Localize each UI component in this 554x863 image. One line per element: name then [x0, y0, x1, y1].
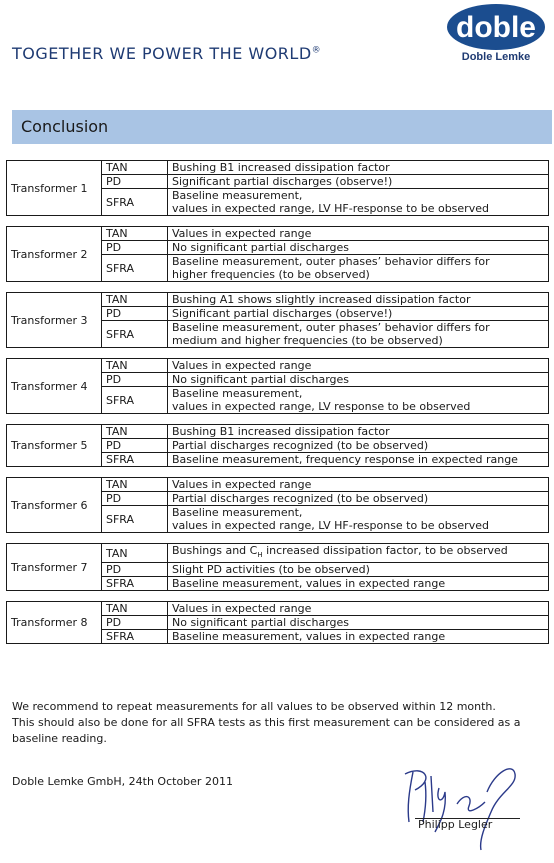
- recommendation-line: baseline reading.: [12, 732, 107, 745]
- doble-logo: [446, 3, 546, 65]
- recommendation-line: We recommend to repeat measurements for all values to be observed within 12 month.: [12, 700, 496, 713]
- table-row: [7, 359, 549, 373]
- signature-icon: [395, 752, 530, 852]
- test-code: TAN: [102, 227, 168, 241]
- table-row: [7, 544, 549, 563]
- test-result: Baseline measurement, values in expected range, LV response to be observed: [168, 387, 549, 414]
- test-result: Bushing B1 increased dissipation factor: [168, 425, 549, 439]
- table-row: [7, 478, 549, 492]
- transformer-table: [6, 226, 549, 282]
- test-code: SFRA: [102, 387, 168, 414]
- test-result: Bushing B1 increased dissipation factor: [168, 161, 549, 175]
- place-date: Doble Lemke GmbH, 24th October 2011: [12, 775, 233, 788]
- test-code: SFRA: [102, 321, 168, 348]
- logo-subtitle: Doble Lemke: [461, 51, 531, 63]
- test-code: SFRA: [102, 577, 168, 591]
- table-row: [7, 602, 549, 616]
- test-result: Values in expected range: [168, 359, 549, 373]
- test-code: TAN: [102, 478, 168, 492]
- test-code: TAN: [102, 544, 168, 563]
- transformer-name: Transformer 5: [7, 425, 102, 467]
- test-result: Baseline measurement, values in expected range, LV HF-response to be observed: [168, 189, 549, 216]
- test-code: SFRA: [102, 255, 168, 282]
- transformer-name: Transformer 6: [7, 478, 102, 533]
- test-result: No significant partial discharges: [168, 616, 549, 630]
- test-result: Significant partial discharges (observe!): [168, 307, 549, 321]
- transformer-table: [6, 292, 549, 348]
- recommendation-paragraph: [12, 699, 552, 747]
- transformer-table: [6, 601, 549, 644]
- test-code: PD: [102, 492, 168, 506]
- registered-mark: ®: [311, 45, 322, 56]
- table-row: [7, 161, 549, 175]
- test-code: SFRA: [102, 453, 168, 467]
- test-code: PD: [102, 241, 168, 255]
- test-code: TAN: [102, 293, 168, 307]
- test-result: Bushing A1 shows slightly increased dissipation factor: [168, 293, 549, 307]
- test-result: Baseline measurement, frequency response in expected range: [168, 453, 549, 467]
- test-code: PD: [102, 175, 168, 189]
- test-code: TAN: [102, 425, 168, 439]
- test-code: PD: [102, 563, 168, 577]
- transformer-table: [6, 543, 549, 591]
- doble-wordmark-icon: [446, 3, 546, 53]
- table-row: [7, 293, 549, 307]
- section-header: [12, 110, 552, 144]
- test-result: No significant partial discharges: [168, 241, 549, 255]
- test-code: TAN: [102, 359, 168, 373]
- test-result: Baseline measurement, values in expected range: [168, 577, 549, 591]
- test-result: [168, 544, 549, 563]
- transformer-name: Transformer 3: [7, 293, 102, 348]
- transformer-table: [6, 424, 549, 467]
- result-text: Bushings and C: [172, 544, 258, 557]
- test-result: Slight PD activities (to be observed): [168, 563, 549, 577]
- test-code: SFRA: [102, 506, 168, 533]
- test-code: PD: [102, 307, 168, 321]
- test-result: Values in expected range: [168, 602, 549, 616]
- test-result: Values in expected range: [168, 227, 549, 241]
- test-code: SFRA: [102, 189, 168, 216]
- test-result: No significant partial discharges: [168, 373, 549, 387]
- result-text: increased dissipation factor, to be observed: [262, 544, 508, 557]
- test-result: Baseline measurement, values in expected range, LV HF-response to be observed: [168, 506, 549, 533]
- test-result: Baseline measurement, outer phases’ behavior differs for higher frequencies (to be observed): [168, 255, 549, 282]
- test-code: PD: [102, 373, 168, 387]
- transformer-name: Transformer 4: [7, 359, 102, 414]
- test-code: PD: [102, 616, 168, 630]
- result-subscript: H: [257, 551, 263, 560]
- test-code: TAN: [102, 161, 168, 175]
- svg-text:doble: doble: [456, 11, 536, 44]
- transformer-table: [6, 477, 549, 533]
- table-row: [7, 227, 549, 241]
- test-result: Partial discharges recognized (to be observed): [168, 439, 549, 453]
- transformer-tables: [6, 160, 549, 654]
- test-result: Values in expected range: [168, 478, 549, 492]
- signer-name: Philipp Legler: [418, 818, 493, 831]
- transformer-name: Transformer 1: [7, 161, 102, 216]
- page-header: [0, 0, 554, 100]
- transformer-name: Transformer 7: [7, 544, 102, 591]
- test-code: PD: [102, 439, 168, 453]
- test-code: SFRA: [102, 630, 168, 644]
- transformer-table: [6, 358, 549, 414]
- table-row: [7, 425, 549, 439]
- test-result: Significant partial discharges (observe!): [168, 175, 549, 189]
- test-result: Baseline measurement, outer phases’ behavior differs for medium and higher frequencies (to be observed): [168, 321, 549, 348]
- section-title: Conclusion: [21, 117, 109, 136]
- recommendation-line: This should also be done for all SFRA tests as this first measurement can be considered as a: [12, 716, 521, 729]
- test-code: TAN: [102, 602, 168, 616]
- transformer-table: [6, 160, 549, 216]
- transformer-name: Transformer 2: [7, 227, 102, 282]
- transformer-name: Transformer 8: [7, 602, 102, 644]
- company-tagline: TOGETHER WE POWER THE WORLD®: [12, 44, 322, 63]
- test-result: Partial discharges recognized (to be observed): [168, 492, 549, 506]
- test-result: Baseline measurement, values in expected range: [168, 630, 549, 644]
